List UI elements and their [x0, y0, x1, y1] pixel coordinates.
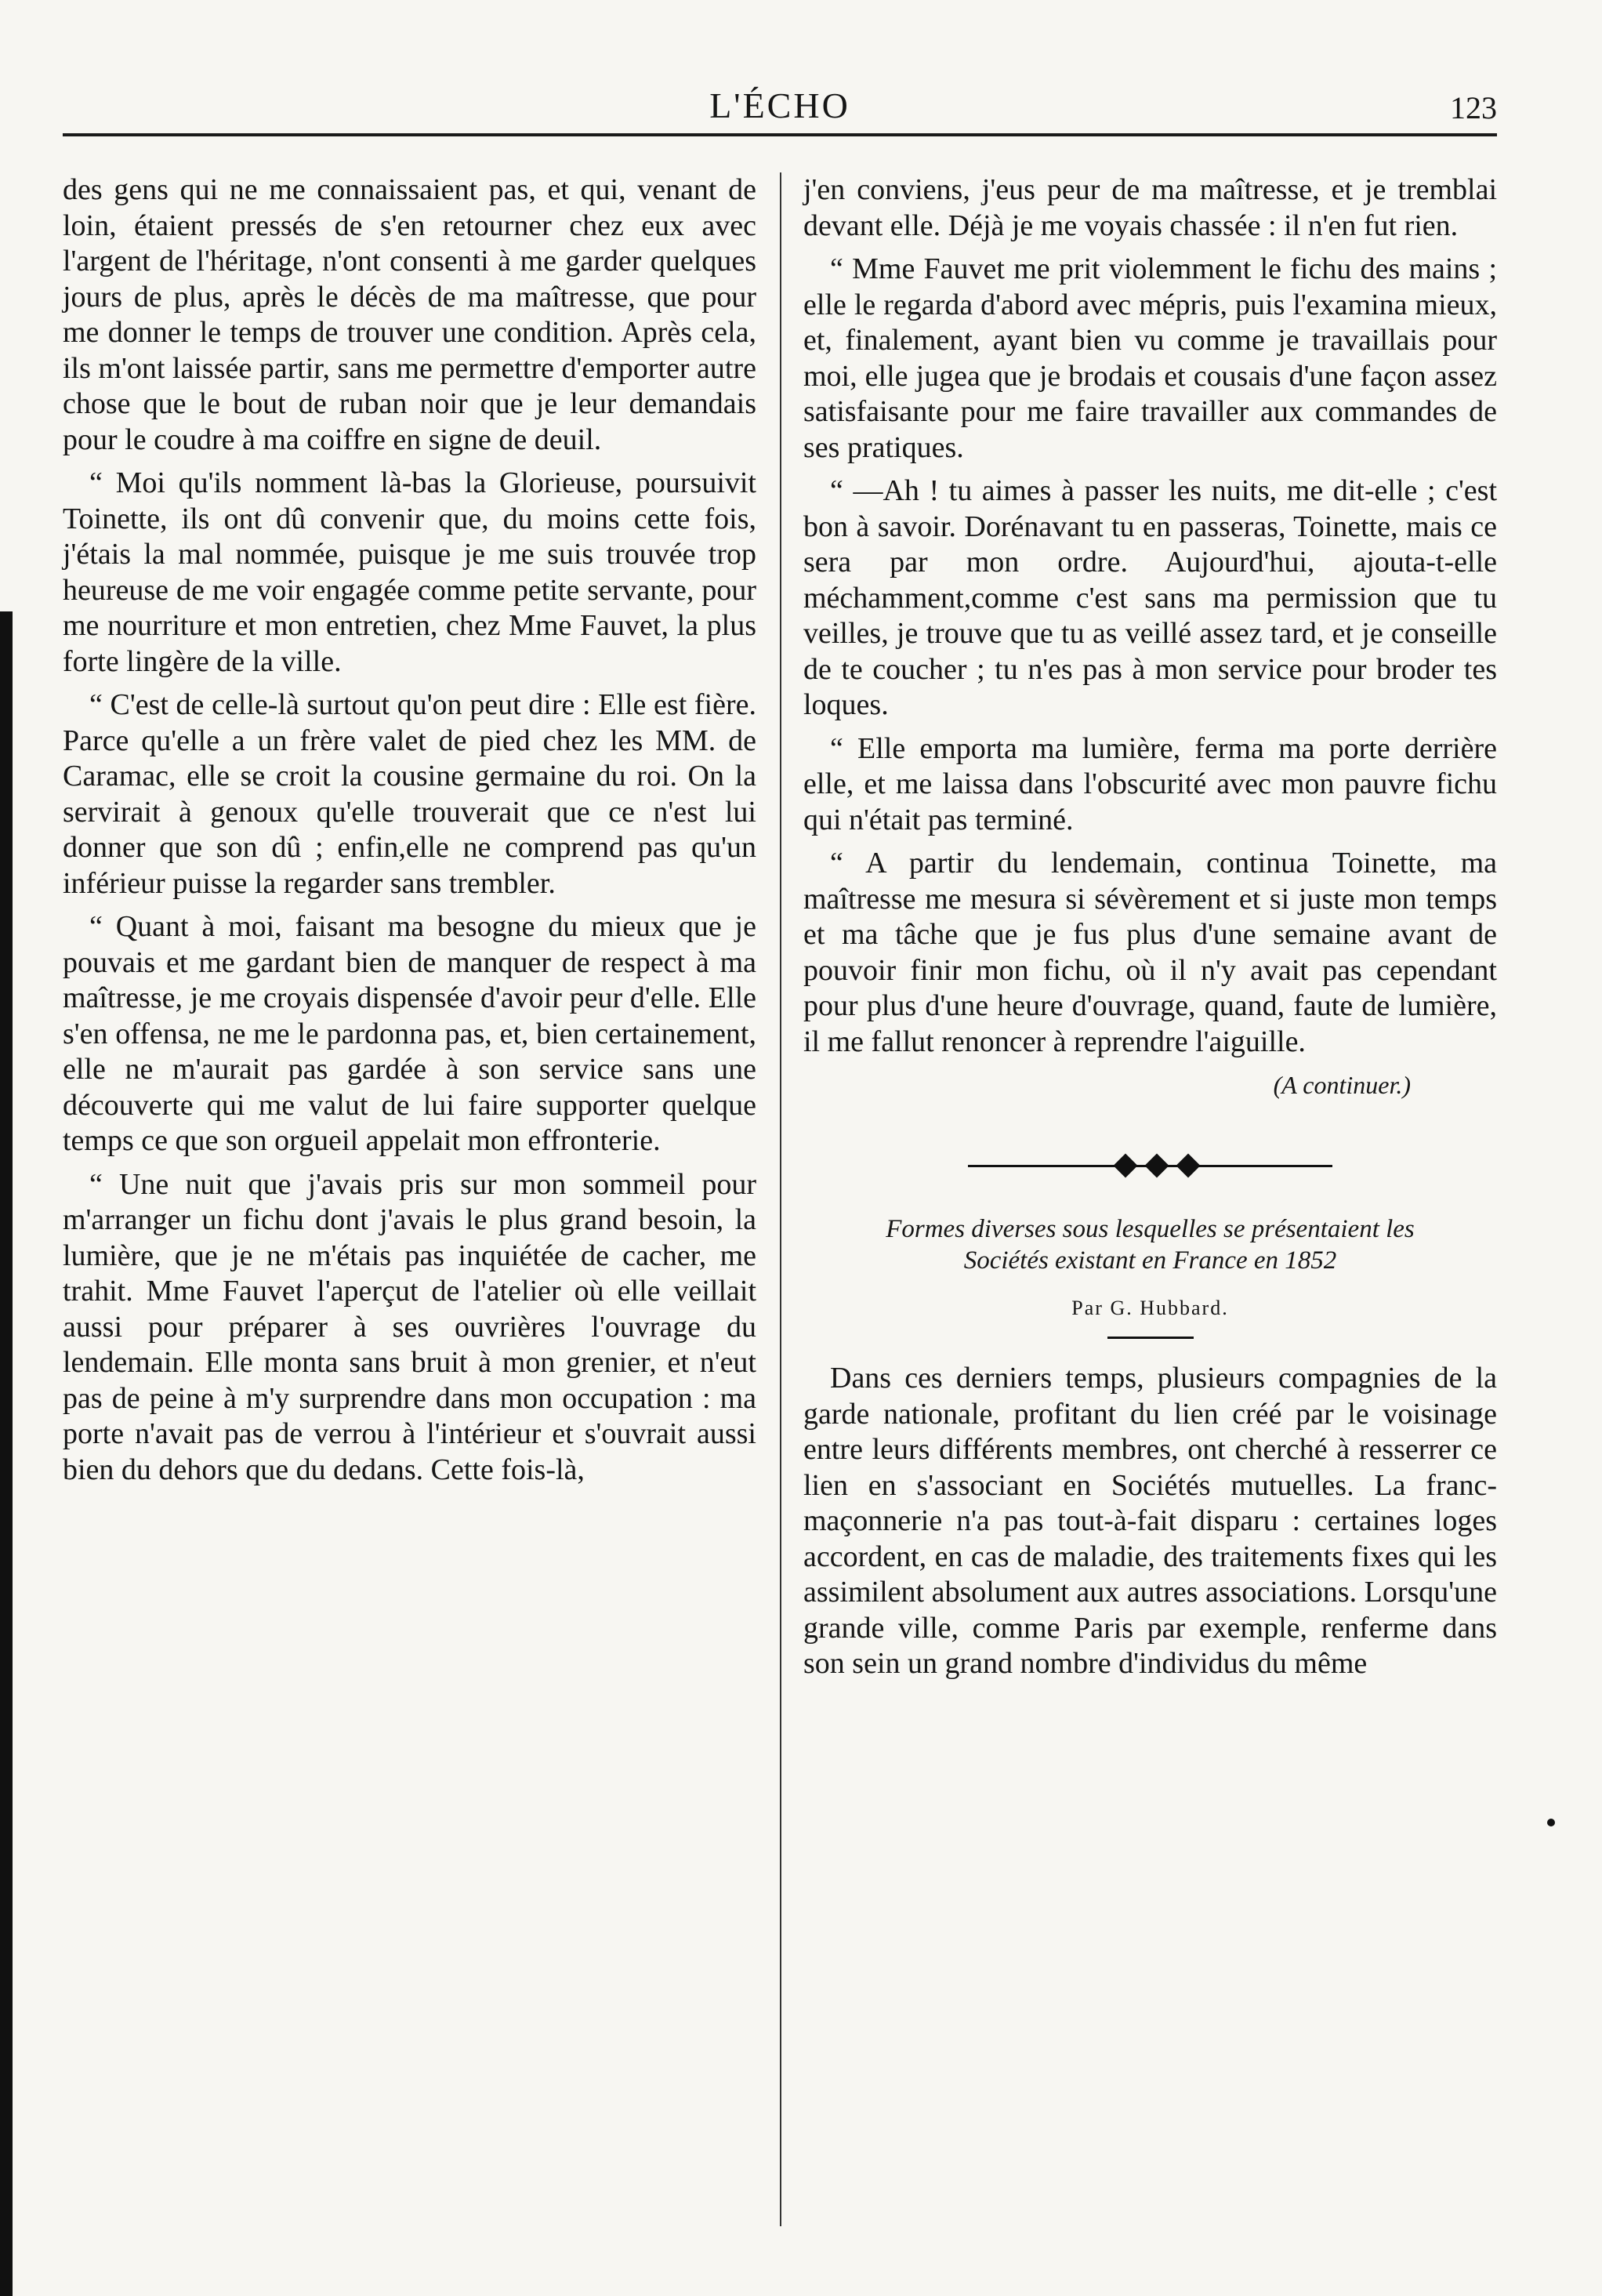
article-byline: Par G. Hubbard.	[1071, 1296, 1229, 1319]
short-rule	[1107, 1337, 1194, 1339]
ornamental-rule	[803, 1151, 1497, 1182]
newspaper-page	[63, 78, 1497, 2242]
article-body: Dans ces derniers temps, plusieurs compagnies de la garde nationale, profitant du lien créé par le voisinage entre leurs différents membres, ont cherché à resserrer ce lien en s'associant en Sociétés mutuelles. La franc-maçonnerie n'a pas tout-à-fait disparu : certaines loges accordent, en cas de maladie, des traitements fixes qui les assimilent absolument aux autres associations. Lorsqu'une grande ville, comme Paris par exemple, renferme dans son sein un grand nombre d'individus du même	[803, 1362, 1497, 1680]
right-column	[803, 172, 1497, 1690]
article-title-line: Sociétés existant en France en 1852	[963, 1246, 1337, 1275]
paragraph: “ C'est de celle-là surtout qu'on peut dire : Elle est fière. Parce qu'elle a un frère valet de pied chez les MM. de Caramac, elle se croit la cousine germaine du roi. On la servirait à genoux qu'elle trouverait que ce n'est lui donner que son dû ; enfin,elle ne comprend pas qu'un inférieur puisse la regarder sans trembler.	[63, 688, 756, 900]
ornament-diamond-icon	[1144, 1153, 1169, 1177]
ornament-diamond-icon	[1176, 1153, 1200, 1177]
ornament-diamond-icon	[1113, 1153, 1137, 1177]
continuation-note: (A continuer.)	[1273, 1071, 1411, 1099]
page-header	[63, 78, 1497, 136]
article-title-line: Formes diverses sous lesquelles se présentaient les	[886, 1214, 1415, 1243]
paragraph: “ Moi qu'ils nomment là-bas la Glorieuse, poursuivit Toinette, ils ont dû convenir que, du moins cette fois, j'étais la mal nommée, puisque je me suis trouvée trop heureuse de me voir engagée comme petite servante, pour me nourriture et mon entretien, chez Mme Fauvet, la plus forte lingère de la ville.	[63, 466, 756, 678]
column-divider	[780, 172, 781, 2226]
paragraph: j'en conviens, j'eus peur de ma maîtresse, et je tremblai devant elle. Déjà je me voyais chassée : il n'en fut rien.	[803, 173, 1497, 242]
paragraph: “ Une nuit que j'avais pris sur mon sommeil pour m'arranger un fichu dont j'avais le plus grand besoin, la lumière, que je ne m'étais pas inquiétée de cacher, me trahit. Mme Fauvet l'aperçut de l'atelier où elle veillait aussi pour préparer à ses ouvrières l'ouvrage du lendemain. Elle monta sans bruit à mon grenier, et n'eut pas de peine à m'y surprendre dans mon occupation : ma porte n'avait pas de verrou à l'intérieur et s'ouvrait aussi bien du dehors que du dedans. Cette fois-là,	[63, 1167, 756, 1486]
article-title	[803, 1213, 1497, 1276]
journal-title: L'ÉCHO	[709, 85, 850, 125]
paragraph: des gens qui ne me connaissaient pas, et qui, venant de loin, étaient pressés de s'en retourner chez eux avec l'argent de l'héritage, n'ont consenti à me garder quelques jours de plus, après le décès de ma maîtresse, que pour me donner le temps de trouver une condition. Après cela, ils m'ont laissée partir, sans me permettre d'emporter autre chose que le bout de ruban noir que je leur demandais pour le coudre à ma coiffre en signe de deuil.	[63, 173, 756, 456]
page-number: 123	[1450, 90, 1497, 125]
margin-dot	[1547, 1819, 1555, 1826]
text-columns	[63, 172, 1497, 2242]
paragraph: “ Elle emporta ma lumière, ferma ma porte derrière elle, et me laissa dans l'obscurité avec mon pauvre fichu qui n'était pas terminé.	[803, 731, 1497, 836]
left-column	[63, 172, 756, 1496]
paragraph: “ Quant à moi, faisant ma besogne du mieux que je pouvais et me gardant bien de manquer de respect à ma maîtresse, je me croyais dispensée d'avoir peur d'elle. Elle s'en offensa, ne me le pardonna pas, et, bien certainement, elle ne m'aurait pas gardée à son service sans une découverte qui me valut de lui faire supporter quelque temps ce que son orgueil appelait mon effronterie.	[63, 910, 756, 1157]
paragraph: “ Mme Fauvet me prit violemment le fichu des mains ; elle le regarda d'abord avec mépris, puis l'examina mieux, et, finalement, ayant bien vu comme je travaillais pour moi, elle jugea que je brodais et cousais d'une façon assez satisfaisante pour me faire travailler aux commandes de ses pratiques.	[803, 252, 1497, 464]
paragraph: “ A partir du lendemain, continua Toinette, ma maîtresse me mesura si sévèrement et si juste mon temps et ma tâche que je fus plus d'une semaine avant de pouvoir finir mon fichu, où il n'y avait pas cependant pour plus d'une heure d'ouvrage, quand, faute de lumière, il me fallut renoncer à reprendre l'aiguille.	[803, 847, 1497, 1058]
page-edge-shadow	[0, 611, 13, 2296]
paragraph: “ —Ah ! tu aimes à passer les nuits, me dit-elle ; c'est bon à savoir. Dorénavant tu en passeras, Toinette, mais ce sera par mon ordre. Aujourd'hui, ajouta-t-elle méchamment,comme c'est sans ma permission que tu veilles, je trouve que tu as veillé assez tard, et je conseille de te coucher ; tu n'es pas à mon service pour broder tes loques.	[803, 474, 1497, 721]
